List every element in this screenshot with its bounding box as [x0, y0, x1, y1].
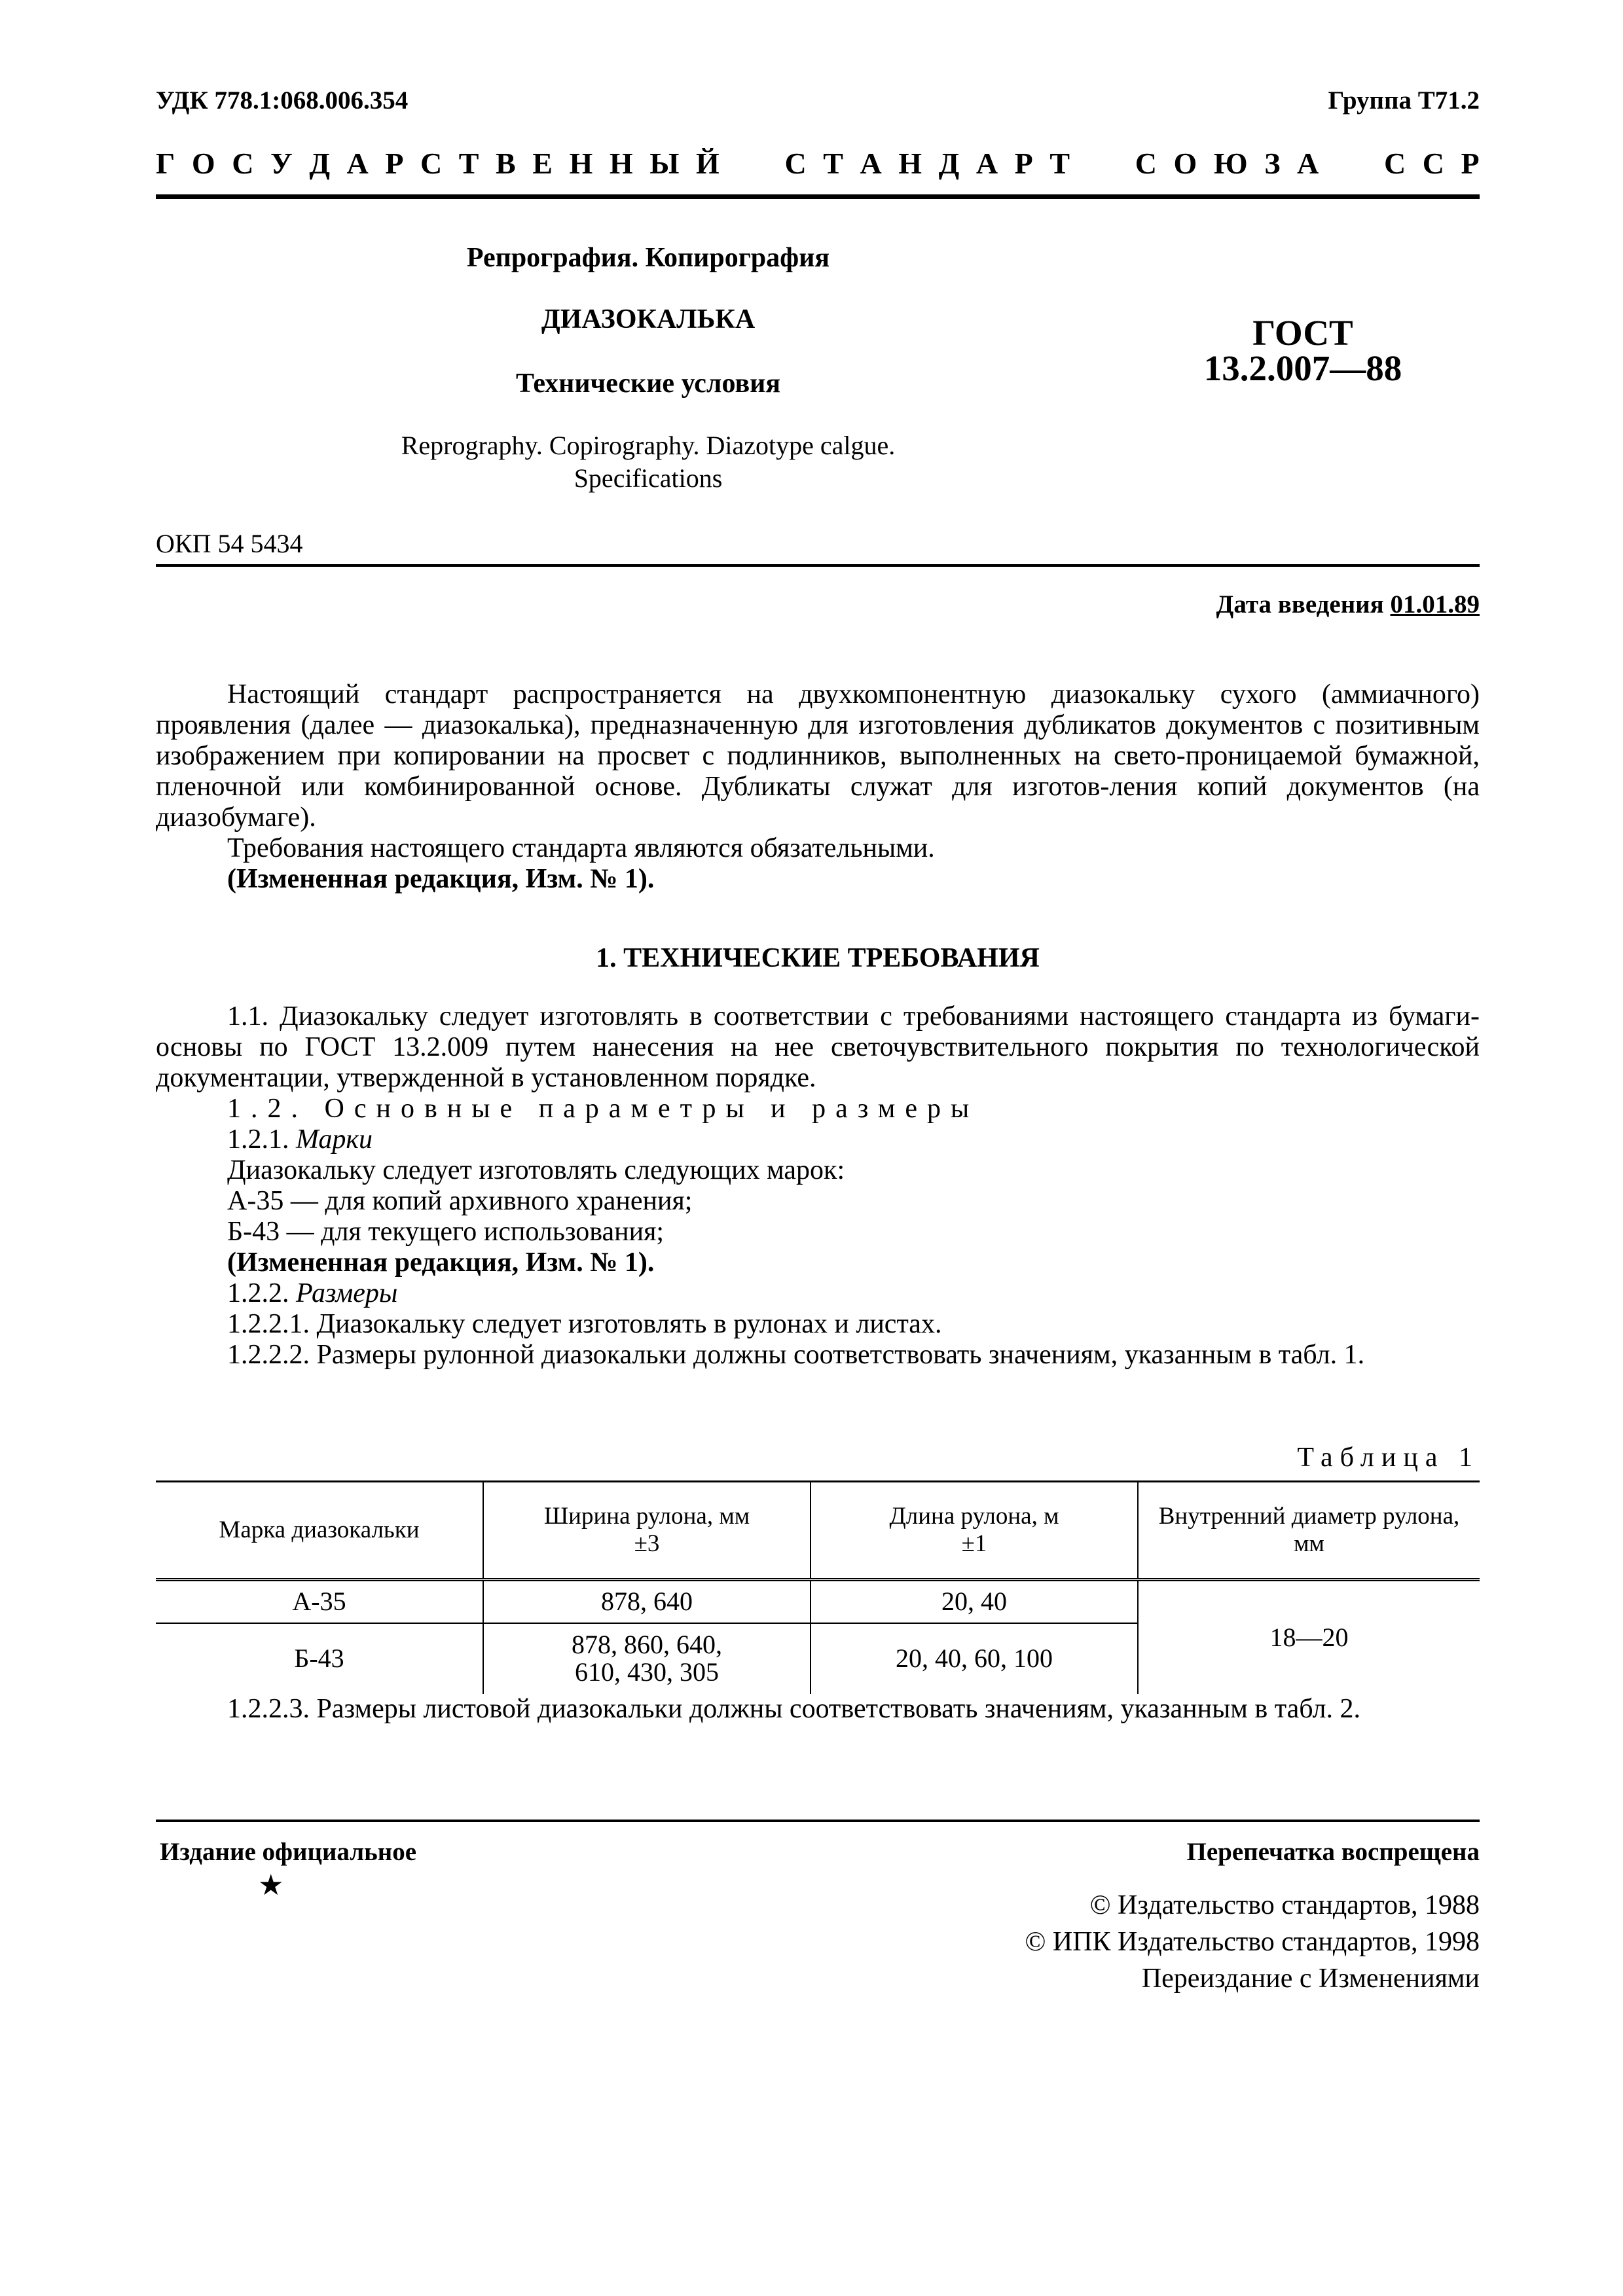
title-letter: С [1383, 147, 1406, 180]
mark-a35: А-35 — для копий архивного хранения; [227, 1186, 693, 1216]
title-letter: А [1297, 147, 1319, 180]
table-cell: 18—20 [1138, 1580, 1480, 1694]
okp-code: ОКП 54 5434 [156, 529, 303, 558]
title-letter: Н [609, 147, 633, 180]
standard-spec-title: Технические условия [515, 368, 781, 399]
copyright-1998: © ИПК Издательство стандартов, 1998 [1025, 1927, 1480, 1957]
clause-1-2-2-1: 1.2.2.1. Диазокальку следует изготовлять в рулонах и листах. [227, 1309, 942, 1339]
title-letter: Н [898, 147, 922, 180]
title-letter: Г [156, 147, 175, 180]
table-header-cell: Марка диазокальки [156, 1482, 483, 1580]
title-letter: Р [385, 147, 404, 180]
table-cell: 878, 640 [483, 1580, 811, 1623]
product-name: ДИАЗОКАЛЬКА [541, 304, 756, 334]
table-header-row [156, 1482, 1480, 1580]
intro-paragraph: Настоящий стандарт распространяется на двухкомпонентную диазокальку сухого (аммиачного) проявления (далее — диазокалька), предназначенную для изготовления дубликатов документов с позитивным изображением при копировании на просвет с подлинников, выполненных на свето-проницаемой бумажной, пленочной или комбинированной основе. Дубликаты служат для изготов-ления копий документов (на диазобумаге). [156, 679, 1480, 833]
english-title-line1: Reprography. Copirography. Diazotype calgue. [401, 431, 896, 460]
roll-sizes-table [156, 1480, 1480, 1694]
title-letter: А [346, 147, 369, 180]
title-letter: С [232, 147, 254, 180]
table-cell: 20, 40, 60, 100 [811, 1623, 1138, 1694]
state-standard-title [156, 145, 1480, 182]
table-cell: А-35 [156, 1580, 483, 1623]
clause-1-2-2-title: Размеры [296, 1278, 398, 1308]
table-cell: 20, 40 [811, 1580, 1138, 1623]
title-letter [1360, 145, 1368, 182]
clause-1-2-2-number: 1.2.2. [227, 1278, 289, 1308]
title-letter: С [1135, 147, 1157, 180]
amendment-note: (Измененная редакция, Изм. № 1). [227, 864, 655, 894]
effective-date [1216, 589, 1480, 620]
title-letter: Н [569, 147, 593, 180]
title-letter: Т [458, 147, 479, 180]
gost-label: ГОСТ [1252, 313, 1353, 353]
official-edition: Издание официальное [160, 1838, 417, 1866]
title-letter: О [191, 147, 215, 180]
marks-intro: Диазокальку следует изготовлять следующих марок: [227, 1155, 845, 1185]
footer-rule [156, 1820, 1480, 1822]
title-rule [156, 564, 1480, 567]
effective-date-label: Дата введения [1216, 590, 1384, 619]
title-letter [1087, 145, 1095, 182]
clause-1-2: 1.2. Основные параметры и размеры [227, 1094, 979, 1124]
title-letter: Ы [649, 147, 680, 180]
title-letter: Т [1049, 147, 1070, 180]
reprint-prohibited: Перепечатка воспрещена [1186, 1838, 1480, 1866]
table-header-cell: Ширина рулона, мм ±3 [483, 1482, 811, 1580]
group-code: Группа Т71.2 [1328, 86, 1480, 115]
header-rule [156, 194, 1480, 199]
title-letter [760, 145, 768, 182]
table-row [156, 1580, 1480, 1623]
clause-1-2-2-2: 1.2.2.2. Размеры рулонной диазокальки должны соответствовать значениям, указанным в табл. 1. [227, 1340, 1365, 1370]
mandatory-note: Требования настоящего стандарта являются обязательными. [227, 833, 935, 863]
title-letter: У [270, 147, 293, 180]
title-letter: Ю [1213, 147, 1248, 180]
title-letter: О [1173, 147, 1197, 180]
mark-b43: Б-43 — для текущего использования; [227, 1217, 665, 1247]
title-letter: С [784, 147, 807, 180]
table-cell: Б-43 [294, 1643, 344, 1673]
title-letter: Т [823, 147, 843, 180]
title-letter: Р [1014, 147, 1033, 180]
effective-date-value: 01.01.89 [1390, 590, 1480, 619]
clause-1-2-2 [227, 1278, 397, 1309]
title-letter: А [976, 147, 998, 180]
title-letter: В [496, 147, 516, 180]
amendment-note-2: (Измененная редакция, Изм. № 1). [227, 1247, 655, 1278]
table-cell: 878, 860, 640, 610, 430, 305 [483, 1623, 811, 1694]
clause-1-1: 1.1. Диазокальку следует изготовлять в соответствии с требованиями настоящего стандарта из бумаги-основы по ГОСТ 13.2.009 путем нанесения на нее светочувствительного покрытия по технологической документации, утвержденной в установленном порядке. [156, 1001, 1480, 1093]
gost-number: 13.2.007—88 [1203, 348, 1402, 388]
title-letter: Е [532, 147, 553, 180]
title-letter: Р [1461, 147, 1480, 180]
title-letter: Д [309, 147, 330, 180]
reissue-note: Переиздание с Изменениями [1141, 1964, 1480, 1994]
section-title: 1. ТЕХНИЧЕСКИЕ ТРЕБОВАНИЯ [596, 943, 1040, 973]
star-icon: ★ [258, 1869, 284, 1901]
title-letter: С [1422, 147, 1444, 180]
clause-1-2-1-number: 1.2.1. [227, 1124, 289, 1155]
table-header-cell: Внутренний диаметр рулона, мм [1138, 1482, 1480, 1580]
clause-1-2-1 [227, 1124, 373, 1155]
standard-subject: Репрография. Копирография [466, 243, 830, 273]
clause-1-2-1-title: Марки [296, 1124, 373, 1155]
title-letter: Д [938, 147, 960, 180]
title-letter: З [1264, 147, 1281, 180]
english-title-line2: Specifications [574, 463, 723, 493]
udk-code: УДК 778.1:068.006.354 [156, 86, 409, 115]
table-caption: Таблица 1 [1297, 1443, 1480, 1473]
table-header-cell: Длина рулона, м ±1 [811, 1482, 1138, 1580]
title-letter [1111, 145, 1119, 182]
title-letter: С [420, 147, 443, 180]
title-letter: А [860, 147, 882, 180]
title-letter [1336, 145, 1343, 182]
title-letter: Й [695, 147, 720, 180]
copyright-1988: © Издательство стандартов, 1988 [1089, 1890, 1480, 1920]
title-letter [736, 145, 744, 182]
clause-1-2-2-3: 1.2.2.3. Размеры листовой диазокальки должны соответствовать значениям, указанным в табл. 2. [227, 1694, 1361, 1724]
